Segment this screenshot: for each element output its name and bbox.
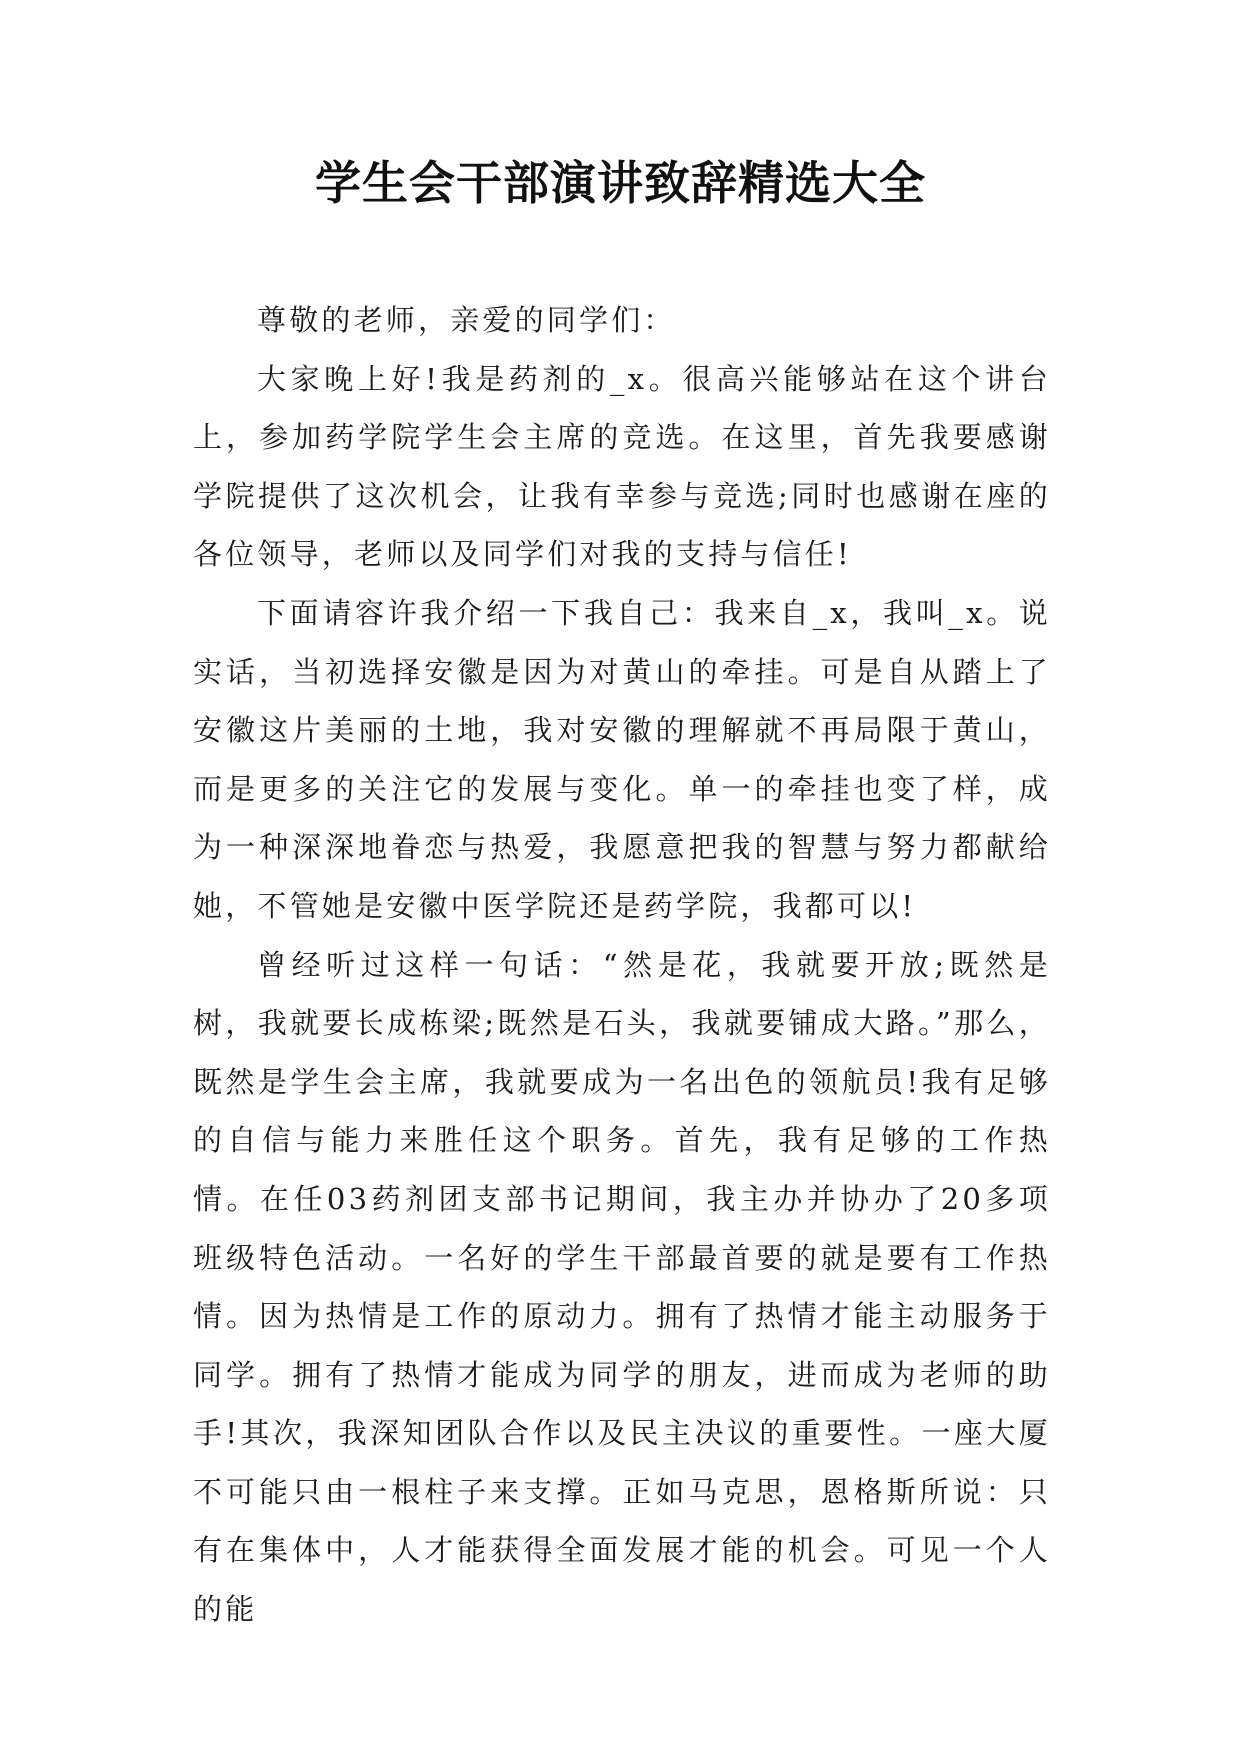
paragraph-introduction: 大家晚上好!我是药剂的_x。很高兴能够站在这个讲台上，参加药学院学生会主席的竞选。在这里，首先我要感谢学院提供了这次机会，让我有幸参与竞选;同时也感谢在座的各位领导，老师以及同学们对我的支持与信任! bbox=[193, 361, 1051, 572]
document-body bbox=[193, 291, 1051, 1639]
document-title: 学生会干部演讲致辞精选大全 bbox=[315, 156, 926, 210]
paragraph-qualifications: 曾经听过这样一句话：“然是花，我就要开放;既然是树，我就要长成栋梁;既然是石头，我就要铺成大路。”那么，既然是学生会主席，我就要成为一名出色的领航员!我有足够的自信与能力来胜任这个职务。首先，我有足够的工作热情。在任03药剂团支部书记期间，我主办并协办了20多项班级特色活动。一名好的学生干部最首要的就是要有工作热情。因为热情是工作的原动力。拥有了热情才能主动服务于同学。拥有了热情才能成为同学的朋友，进而成为老师的助手!其次，我深知团队合作以及民主决议的重要性。一座大厦不可能只由一根柱子来支撑。正如马克思，恩格斯所说：只有在集体中，人才能获得全面发展才能的机会。可见一个人的能 bbox=[193, 947, 1051, 1627]
paragraph-greeting: 尊敬的老师，亲爱的同学们： bbox=[257, 303, 676, 337]
paragraph-self-introduction: 下面请容许我介绍一下我自己：我来自_x，我叫_x。说实话，当初选择安徽是因为对黄山的牵挂。可是自从踏上了安徽这片美丽的土地，我对安徽的理解就不再局限于黄山，而是更多的关注它的发展与变化。单一的牵挂也变了样，成为一种深深地眷恋与热爱，我愿意把我的智慧与努力都献给她，不管她是安徽中医学院还是药学院，我都可以! bbox=[193, 595, 1051, 923]
